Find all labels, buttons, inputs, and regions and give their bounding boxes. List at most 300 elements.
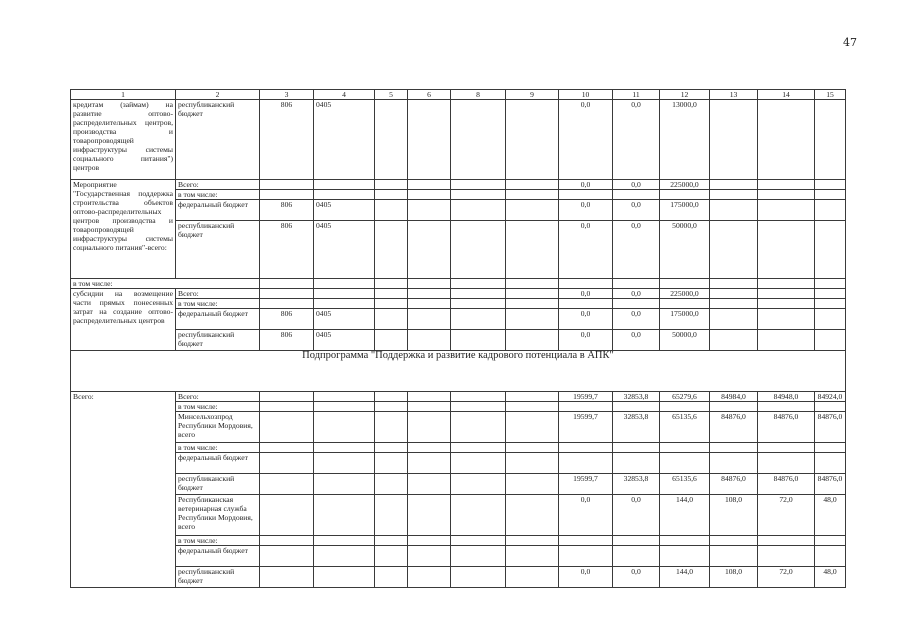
value-cell: 72,0 bbox=[758, 567, 815, 588]
value-cell: 50000,0 bbox=[660, 330, 710, 351]
table-cell bbox=[710, 330, 758, 351]
value-cell: 0,0 bbox=[559, 180, 613, 190]
table-cell bbox=[451, 100, 506, 180]
table-cell bbox=[375, 443, 408, 453]
value-cell bbox=[815, 536, 846, 546]
value-cell: 0,0 bbox=[613, 200, 660, 221]
funding-source: республиканский бюджет bbox=[176, 567, 260, 588]
table-row bbox=[71, 299, 846, 309]
value-cell: 19599,7 bbox=[559, 474, 613, 495]
table-cell bbox=[451, 289, 506, 299]
table-cell bbox=[314, 546, 375, 567]
column-header: 6 bbox=[408, 90, 451, 100]
code-cell bbox=[314, 299, 375, 309]
table-cell bbox=[375, 180, 408, 190]
table-row bbox=[71, 392, 846, 402]
table-cell bbox=[375, 453, 408, 474]
funding-source: федеральный бюджет bbox=[176, 309, 260, 330]
table-cell bbox=[408, 536, 451, 546]
table-cell bbox=[758, 330, 815, 351]
value-cell: 65135,6 bbox=[660, 412, 710, 443]
table-cell bbox=[506, 279, 559, 289]
table-cell bbox=[260, 536, 314, 546]
table-row bbox=[71, 412, 846, 443]
table-cell bbox=[660, 279, 710, 289]
column-header: 1 bbox=[71, 90, 176, 100]
value-cell bbox=[710, 546, 758, 567]
row-description: субсидии на возмещение части прямых понесенных затрат на создание оптово-распределительных центров bbox=[71, 289, 176, 351]
table-row bbox=[71, 289, 846, 299]
table-row bbox=[71, 453, 846, 474]
column-header: 4 bbox=[314, 90, 375, 100]
table-cell bbox=[815, 330, 846, 351]
value-cell bbox=[815, 402, 846, 412]
value-cell bbox=[613, 546, 660, 567]
table-cell bbox=[314, 474, 375, 495]
code-cell: 0405 bbox=[314, 200, 375, 221]
table-cell bbox=[506, 330, 559, 351]
table-cell bbox=[451, 279, 506, 289]
table-cell bbox=[314, 567, 375, 588]
value-cell bbox=[613, 536, 660, 546]
table-cell bbox=[260, 412, 314, 443]
table-cell bbox=[260, 279, 314, 289]
value-cell bbox=[710, 443, 758, 453]
table-cell bbox=[451, 412, 506, 443]
code-cell: 806 bbox=[260, 221, 314, 279]
table-cell bbox=[375, 190, 408, 200]
code-cell: 0405 bbox=[314, 100, 375, 180]
table-cell bbox=[408, 495, 451, 536]
table-cell bbox=[506, 200, 559, 221]
value-cell: 13000,0 bbox=[660, 100, 710, 180]
funding-source: республиканский бюджет bbox=[176, 221, 260, 279]
table-cell bbox=[451, 299, 506, 309]
table-cell bbox=[408, 309, 451, 330]
value-cell: 225000,0 bbox=[660, 289, 710, 299]
table-cell bbox=[710, 200, 758, 221]
value-cell bbox=[559, 546, 613, 567]
code-cell: 806 bbox=[260, 309, 314, 330]
table-cell bbox=[815, 190, 846, 200]
table-cell bbox=[451, 190, 506, 200]
table-cell bbox=[375, 474, 408, 495]
table-cell bbox=[710, 289, 758, 299]
table-cell bbox=[408, 453, 451, 474]
table-cell bbox=[408, 330, 451, 351]
column-header-row bbox=[71, 90, 846, 100]
table-cell bbox=[260, 443, 314, 453]
table-cell bbox=[408, 180, 451, 190]
table-cell bbox=[506, 392, 559, 402]
table-cell bbox=[815, 299, 846, 309]
value-cell: 144,0 bbox=[660, 567, 710, 588]
table-cell bbox=[314, 443, 375, 453]
column-header: 2 bbox=[176, 90, 260, 100]
funding-source: республиканский бюджет bbox=[176, 100, 260, 180]
table-cell bbox=[506, 546, 559, 567]
table-cell bbox=[506, 180, 559, 190]
value-cell: 84876,0 bbox=[815, 412, 846, 443]
column-header: 9 bbox=[506, 90, 559, 100]
value-cell: 144,0 bbox=[660, 495, 710, 536]
value-cell: 84876,0 bbox=[815, 474, 846, 495]
value-cell: 0,0 bbox=[613, 567, 660, 588]
table-cell bbox=[506, 443, 559, 453]
value-cell bbox=[660, 546, 710, 567]
value-cell: 48,0 bbox=[815, 567, 846, 588]
table-cell bbox=[451, 567, 506, 588]
row-description: Мероприятие "Государственная поддержка строительства объектов оптово-распределительных центров производства и товаропроводящей инфраструктуры системы социального питания"-всего: bbox=[71, 180, 176, 279]
table-cell bbox=[506, 567, 559, 588]
table-cell bbox=[506, 536, 559, 546]
table-cell bbox=[408, 299, 451, 309]
value-cell: 0,0 bbox=[613, 100, 660, 180]
column-header: 10 bbox=[559, 90, 613, 100]
table-cell bbox=[375, 536, 408, 546]
table-cell bbox=[451, 453, 506, 474]
table-cell bbox=[314, 453, 375, 474]
value-cell bbox=[660, 299, 710, 309]
value-cell: 19599,7 bbox=[559, 412, 613, 443]
value-cell: 108,0 bbox=[710, 495, 758, 536]
table-cell bbox=[260, 567, 314, 588]
value-cell bbox=[815, 546, 846, 567]
value-cell: 0,0 bbox=[559, 200, 613, 221]
value-cell: 50000,0 bbox=[660, 221, 710, 279]
value-cell: 65279,6 bbox=[660, 392, 710, 402]
table-cell bbox=[758, 289, 815, 299]
table-cell bbox=[260, 453, 314, 474]
table-cell bbox=[314, 412, 375, 443]
table-row bbox=[71, 443, 846, 453]
code-cell bbox=[314, 180, 375, 190]
table-cell bbox=[408, 392, 451, 402]
table-cell bbox=[260, 546, 314, 567]
column-header: 13 bbox=[710, 90, 758, 100]
table-cell bbox=[710, 100, 758, 180]
funding-source: в том числе: bbox=[176, 190, 260, 200]
value-cell: 0,0 bbox=[559, 100, 613, 180]
table-cell bbox=[506, 402, 559, 412]
funding-source: Всего: bbox=[176, 180, 260, 190]
value-cell: 84876,0 bbox=[758, 412, 815, 443]
value-cell: 84876,0 bbox=[758, 474, 815, 495]
table-cell bbox=[408, 546, 451, 567]
table-cell bbox=[375, 221, 408, 279]
column-header: 3 bbox=[260, 90, 314, 100]
value-cell: 0,0 bbox=[613, 330, 660, 351]
table-cell bbox=[506, 221, 559, 279]
table-cell bbox=[260, 392, 314, 402]
funding-source: в том числе: bbox=[176, 443, 260, 453]
budget-table bbox=[70, 89, 846, 588]
table-cell bbox=[815, 180, 846, 190]
table-cell bbox=[375, 412, 408, 443]
table-cell bbox=[451, 221, 506, 279]
table-row bbox=[71, 402, 846, 412]
table-cell bbox=[758, 309, 815, 330]
table-cell bbox=[758, 200, 815, 221]
table-cell bbox=[758, 221, 815, 279]
column-header: 12 bbox=[660, 90, 710, 100]
code-cell: 0405 bbox=[314, 330, 375, 351]
table-row bbox=[71, 536, 846, 546]
value-cell bbox=[758, 453, 815, 474]
table-cell bbox=[758, 279, 815, 289]
value-cell bbox=[758, 546, 815, 567]
value-cell bbox=[660, 536, 710, 546]
value-cell: 32853,8 bbox=[613, 412, 660, 443]
table-cell bbox=[314, 279, 375, 289]
code-cell: 0405 bbox=[314, 309, 375, 330]
code-cell: 0405 bbox=[314, 221, 375, 279]
table-cell bbox=[408, 200, 451, 221]
value-cell: 32853,8 bbox=[613, 392, 660, 402]
value-cell bbox=[710, 536, 758, 546]
table-cell bbox=[260, 495, 314, 536]
code-cell bbox=[314, 289, 375, 299]
value-cell bbox=[815, 453, 846, 474]
table-cell bbox=[710, 309, 758, 330]
funding-source: Минсельхозпрод Республики Мордовия, всего bbox=[176, 412, 260, 443]
table-row bbox=[71, 100, 846, 180]
value-cell: 19599,7 bbox=[559, 392, 613, 402]
table-cell bbox=[375, 495, 408, 536]
table-cell bbox=[506, 289, 559, 299]
table-cell bbox=[758, 180, 815, 190]
table-cell bbox=[408, 412, 451, 443]
table-cell bbox=[815, 309, 846, 330]
value-cell bbox=[613, 453, 660, 474]
table-cell bbox=[375, 100, 408, 180]
table-cell bbox=[375, 289, 408, 299]
funding-source: в том числе: bbox=[176, 299, 260, 309]
table-cell bbox=[408, 279, 451, 289]
value-cell: 0,0 bbox=[559, 221, 613, 279]
table-cell bbox=[815, 279, 846, 289]
table-cell bbox=[375, 279, 408, 289]
table-cell bbox=[710, 190, 758, 200]
code-cell bbox=[314, 190, 375, 200]
funding-source: федеральный бюджет bbox=[176, 546, 260, 567]
table-cell bbox=[451, 392, 506, 402]
table-cell bbox=[375, 392, 408, 402]
table-cell bbox=[314, 495, 375, 536]
value-cell: 72,0 bbox=[758, 495, 815, 536]
table-cell bbox=[451, 536, 506, 546]
table-cell bbox=[758, 100, 815, 180]
funding-source: Всего: bbox=[176, 392, 260, 402]
value-cell bbox=[559, 299, 613, 309]
table-cell bbox=[506, 453, 559, 474]
subprogram-title: Подпрограмма "Поддержка и развитие кадрового потенциала в АПК" bbox=[71, 351, 846, 392]
value-cell: 48,0 bbox=[815, 495, 846, 536]
value-cell bbox=[660, 190, 710, 200]
table-row bbox=[71, 200, 846, 221]
code-cell bbox=[260, 190, 314, 200]
value-cell bbox=[660, 402, 710, 412]
funding-source: федеральный бюджет bbox=[176, 453, 260, 474]
table-cell bbox=[506, 299, 559, 309]
value-cell: 175000,0 bbox=[660, 200, 710, 221]
table-cell bbox=[375, 330, 408, 351]
table-cell bbox=[451, 495, 506, 536]
funding-source: Всего: bbox=[176, 289, 260, 299]
column-header: 11 bbox=[613, 90, 660, 100]
table-cell bbox=[408, 289, 451, 299]
code-cell bbox=[260, 180, 314, 190]
column-header: 8 bbox=[451, 90, 506, 100]
column-header: 15 bbox=[815, 90, 846, 100]
value-cell: 65135,6 bbox=[660, 474, 710, 495]
table-cell bbox=[506, 100, 559, 180]
code-cell: 806 bbox=[260, 330, 314, 351]
table-row bbox=[71, 279, 846, 289]
table-row bbox=[71, 221, 846, 279]
value-cell bbox=[710, 402, 758, 412]
funding-source: республиканский бюджет bbox=[176, 330, 260, 351]
value-cell: 0,0 bbox=[559, 330, 613, 351]
table-cell bbox=[408, 402, 451, 412]
table-cell bbox=[375, 567, 408, 588]
funding-source: федеральный бюджет bbox=[176, 200, 260, 221]
table-cell bbox=[710, 180, 758, 190]
table-cell bbox=[408, 443, 451, 453]
table-cell bbox=[314, 536, 375, 546]
table-cell bbox=[815, 221, 846, 279]
value-cell: 84924,0 bbox=[815, 392, 846, 402]
table-cell bbox=[506, 190, 559, 200]
value-cell bbox=[613, 443, 660, 453]
table-cell bbox=[451, 443, 506, 453]
value-cell bbox=[660, 453, 710, 474]
table-cell bbox=[375, 309, 408, 330]
table-cell bbox=[758, 299, 815, 309]
funding-source: в том числе: bbox=[176, 536, 260, 546]
table-cell bbox=[758, 190, 815, 200]
column-header: 14 bbox=[758, 90, 815, 100]
table-cell bbox=[613, 279, 660, 289]
value-cell: 225000,0 bbox=[660, 180, 710, 190]
row-description: Всего: bbox=[71, 392, 176, 588]
value-cell: 0,0 bbox=[613, 289, 660, 299]
value-cell: 108,0 bbox=[710, 567, 758, 588]
table-cell bbox=[314, 402, 375, 412]
table-row bbox=[71, 495, 846, 536]
table-cell bbox=[451, 180, 506, 190]
table-row bbox=[71, 330, 846, 351]
table-cell bbox=[506, 495, 559, 536]
code-cell bbox=[260, 299, 314, 309]
row-description: кредитам (займам) на развитие оптово-распределительных центров, производства и товаропроводящей инфраструктуры системы социального питания") центров bbox=[71, 100, 176, 180]
value-cell: 0,0 bbox=[613, 180, 660, 190]
table-cell bbox=[710, 279, 758, 289]
table-cell bbox=[314, 392, 375, 402]
subprogram-row bbox=[71, 351, 846, 392]
code-cell bbox=[260, 289, 314, 299]
table-row bbox=[71, 309, 846, 330]
table-cell bbox=[451, 330, 506, 351]
table-cell bbox=[408, 100, 451, 180]
table-row bbox=[71, 474, 846, 495]
table-cell bbox=[408, 190, 451, 200]
table-row bbox=[71, 546, 846, 567]
table-cell bbox=[815, 100, 846, 180]
value-cell: 0,0 bbox=[559, 309, 613, 330]
value-cell: 0,0 bbox=[559, 567, 613, 588]
value-cell bbox=[613, 402, 660, 412]
column-header: 5 bbox=[375, 90, 408, 100]
table-cell bbox=[506, 474, 559, 495]
table-row bbox=[71, 567, 846, 588]
value-cell bbox=[559, 443, 613, 453]
value-cell bbox=[559, 453, 613, 474]
value-cell: 175000,0 bbox=[660, 309, 710, 330]
page-number: 47 bbox=[843, 36, 857, 49]
table-cell bbox=[815, 289, 846, 299]
table-cell bbox=[451, 474, 506, 495]
table-cell bbox=[710, 221, 758, 279]
value-cell: 0,0 bbox=[613, 221, 660, 279]
value-cell bbox=[559, 190, 613, 200]
table-cell bbox=[451, 546, 506, 567]
table-cell bbox=[408, 567, 451, 588]
value-cell: 0,0 bbox=[613, 309, 660, 330]
table-cell bbox=[506, 309, 559, 330]
value-cell bbox=[559, 536, 613, 546]
table-cell bbox=[375, 200, 408, 221]
table-cell bbox=[408, 221, 451, 279]
table-cell bbox=[408, 474, 451, 495]
value-cell bbox=[758, 536, 815, 546]
value-cell bbox=[758, 402, 815, 412]
funding-source: республиканский бюджет bbox=[176, 474, 260, 495]
value-cell: 84948,0 bbox=[758, 392, 815, 402]
table-cell bbox=[375, 402, 408, 412]
table-cell bbox=[559, 279, 613, 289]
table-cell bbox=[375, 546, 408, 567]
code-cell: 806 bbox=[260, 100, 314, 180]
incl-label: в том числе: bbox=[71, 279, 260, 289]
table-cell bbox=[815, 200, 846, 221]
value-cell: 32853,8 bbox=[613, 474, 660, 495]
value-cell: 0,0 bbox=[559, 495, 613, 536]
code-cell: 806 bbox=[260, 200, 314, 221]
value-cell bbox=[710, 453, 758, 474]
table-cell bbox=[506, 412, 559, 443]
table-cell bbox=[710, 299, 758, 309]
value-cell: 84984,0 bbox=[710, 392, 758, 402]
funding-source: Республиканская ветеринарная служба Республики Мордовия, всего bbox=[176, 495, 260, 536]
value-cell: 84876,0 bbox=[710, 474, 758, 495]
value-cell bbox=[559, 402, 613, 412]
value-cell bbox=[758, 443, 815, 453]
table-cell bbox=[451, 200, 506, 221]
value-cell: 84876,0 bbox=[710, 412, 758, 443]
value-cell bbox=[613, 190, 660, 200]
table-cell bbox=[375, 299, 408, 309]
value-cell bbox=[613, 299, 660, 309]
value-cell: 0,0 bbox=[613, 495, 660, 536]
value-cell bbox=[660, 443, 710, 453]
table-cell bbox=[260, 402, 314, 412]
value-cell bbox=[815, 443, 846, 453]
table-cell bbox=[451, 402, 506, 412]
table-row bbox=[71, 190, 846, 200]
funding-source: в том числе: bbox=[176, 402, 260, 412]
value-cell: 0,0 bbox=[559, 289, 613, 299]
